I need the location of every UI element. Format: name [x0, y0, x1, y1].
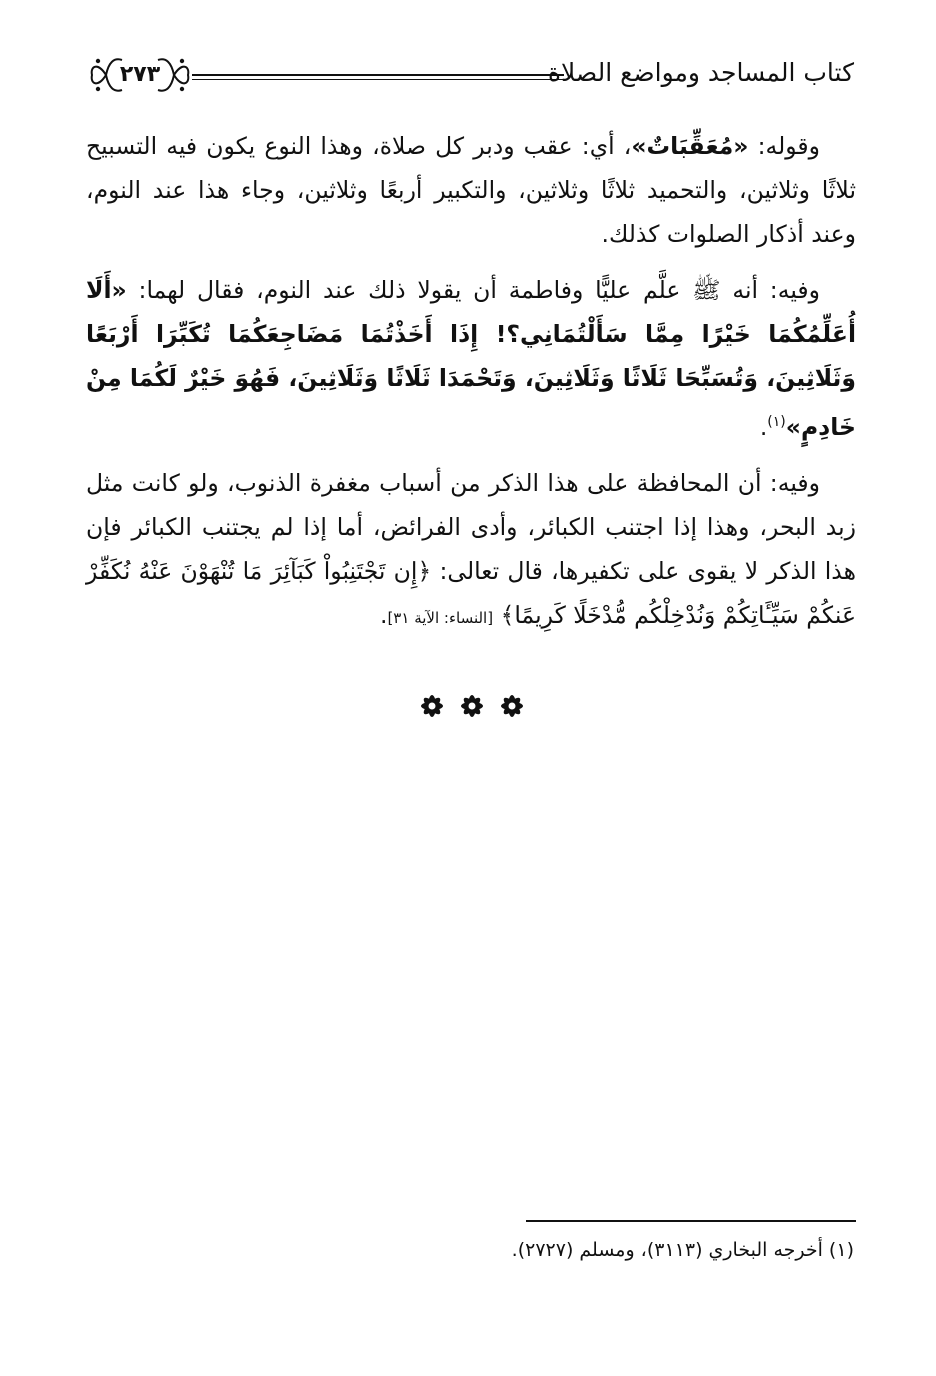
book-title: كتاب المساجد ومواضع الصلاة — [547, 58, 854, 87]
page-header — [88, 52, 854, 102]
paragraph-1 — [86, 124, 856, 256]
body-text — [86, 124, 856, 640]
footnote-rule — [526, 1220, 856, 1222]
page-number: ٢٧٣ — [119, 62, 161, 87]
footnote-ref-mark: (١) — [767, 414, 786, 430]
section-separator-flowers-icon — [0, 686, 936, 726]
p2-lead: وفيه: أنه ﷺ علَّم عليًّا وفاطمة أن يقولا ذلك عند النوم، فقال لهما: — [126, 276, 820, 304]
paragraph-2 — [86, 268, 856, 449]
p2-end: . — [759, 412, 768, 441]
p1-term: «مُعَقِّبَاتٌ» — [631, 132, 749, 160]
p1-lead: وقوله: — [748, 132, 820, 160]
p3-lead: وفيه: أن المحافظة على هذا الذكر من أسباب مغفرة الذنوب، ولو كانت مثل زبد البحر، وهذا إذا اجتنب الكبائر، وأدى الفرائض، أما إذا لم يجتنب الكبائر فإن هذا الذكر لا يقوى على تكفيرها، قال تعالى: — [86, 468, 856, 585]
p3-end: . — [379, 600, 388, 629]
quran-verse: ﴿إِن تَجْتَنِبُواْ كَبَآئِرَ مَا تُنْهَوْنَ عَنْهُ نُكَفِّرْ عَنكُمْ سَيِّـَٔاتِكُمْ وَنُدْخِلْكُم مُّدْخَلًا كَرِيمًا﴾ — [86, 556, 856, 629]
header-rule — [192, 74, 564, 76]
footnote: (١) أخرجه البخاري (٣١١٣)، ومسلم (٢٧٢٧). — [511, 1239, 854, 1261]
verse-reference: [النساء: الآية ٣١] — [387, 608, 494, 627]
p2-hadith: «أَلَا أُعَلِّمُكُمَا خَيْرًا مِمَّا سَأَلْتُمَانِي؟! إِذَا أَخَذْتُمَا مَضَاجِعَكُمَا تُكَبِّرَا أَرْبَعًا وَثَلَاثِينَ، وَتُسَبِّحَا ثَلَاثًا وَثَلَاثِينَ، وَتَحْمَدَا ثَلَاثًا وَثَلَاثِينَ، فَهُوَ خَيْرٌ لَكُمَا مِنْ خَادِمٍ» — [86, 276, 856, 441]
paragraph-3 — [86, 461, 856, 640]
p1-rest: ، أي: عقب ودبر كل صلاة، وهذا النوع يكون فيه التسبيح ثلاثًا وثلاثين، والتحميد ثلاثًا وثلاثين، والتكبير أربعًا وثلاثين، وجاء هذا عند النوم، وعند أذكار الصلوات كذلك. — [86, 132, 856, 248]
